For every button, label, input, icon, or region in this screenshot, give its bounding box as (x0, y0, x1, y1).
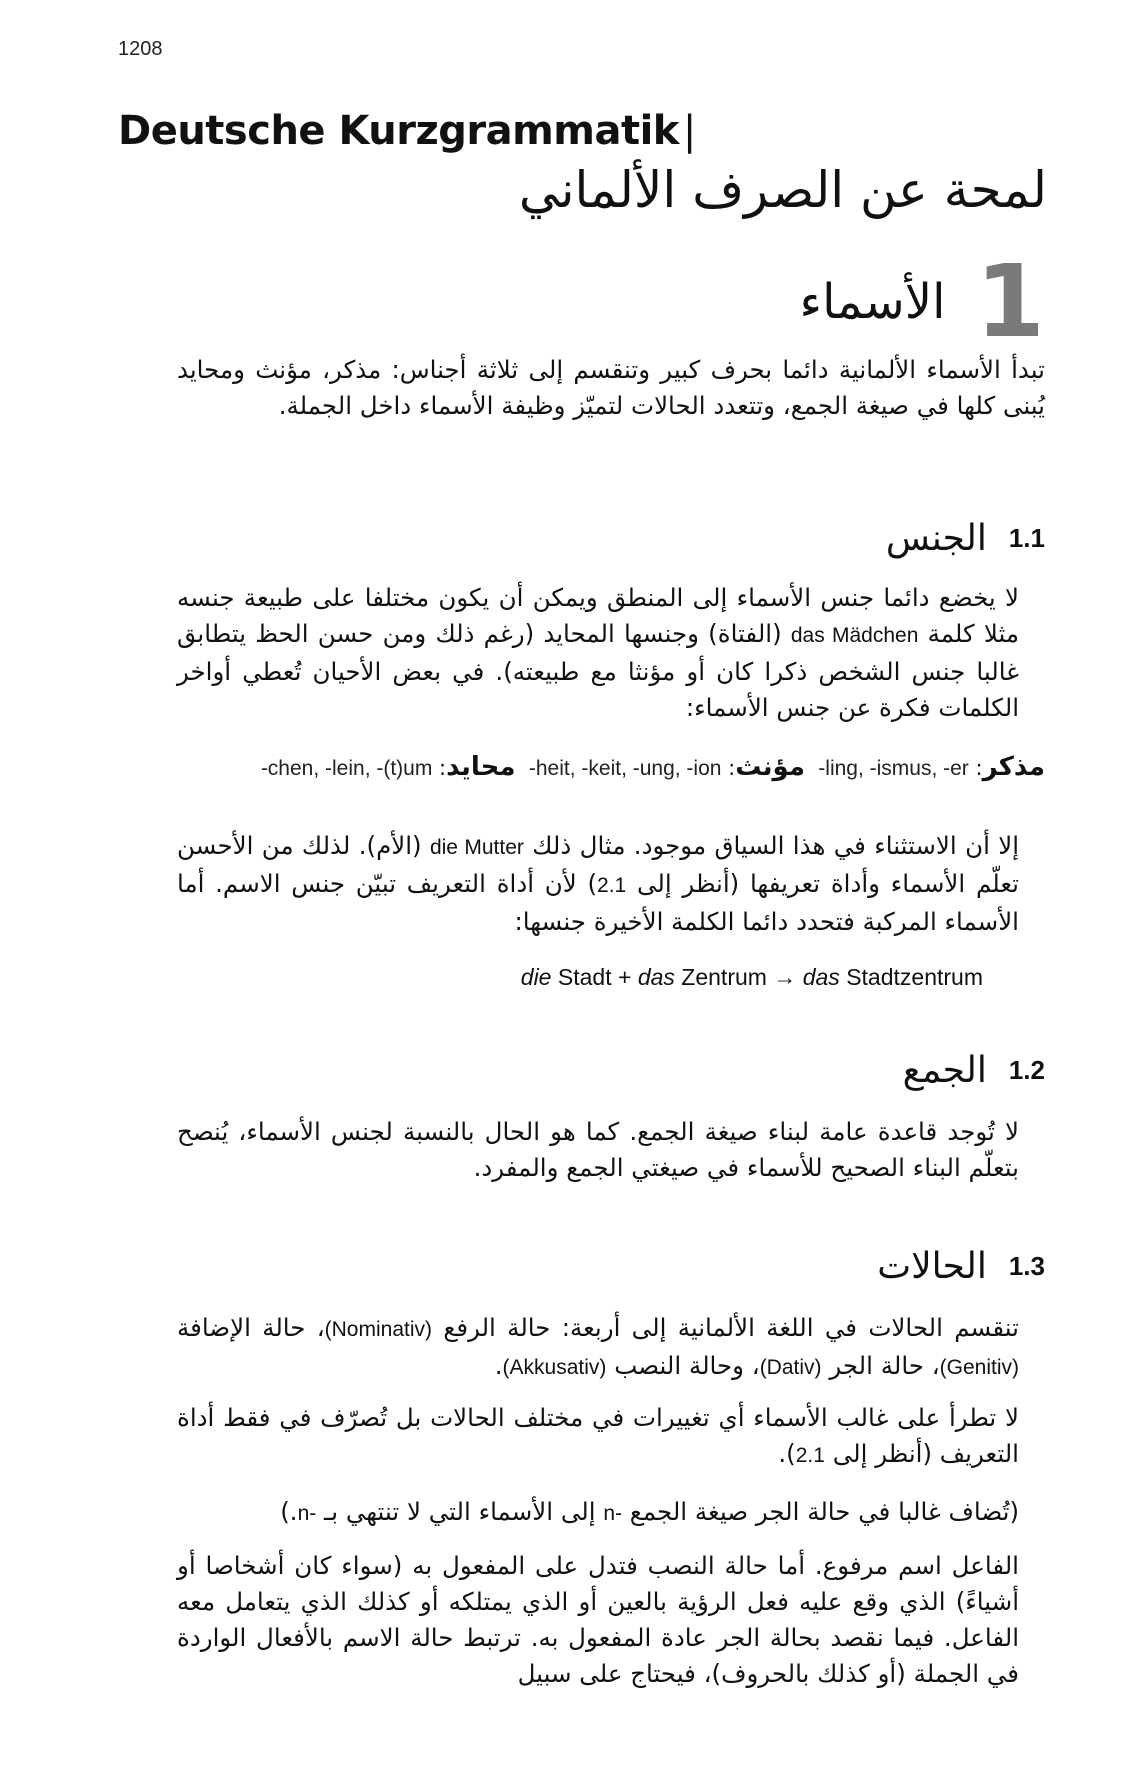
text: ، وحالة النصب (614, 1351, 760, 1380)
masculine-suffixes: -ling, -ismus, -er (818, 757, 969, 780)
article: das (637, 964, 675, 990)
text: إلا أن الاستثناء في هذا السياق موجود. مثال ذلك (532, 831, 1020, 860)
section-number: 1.1 (1008, 523, 1045, 553)
text: ، حالة الإضافة (177, 1313, 325, 1342)
text: . (494, 1351, 503, 1380)
section-title: الحالات (877, 1246, 987, 1287)
article: das (802, 964, 840, 990)
cases-paragraph-1 (177, 1310, 1019, 1386)
suffix-term: n- (297, 1502, 317, 1525)
example-word: das Mädchen (790, 624, 919, 647)
text: لا يخضع دائما جنس الأسماء إلى المنطق ويمكن أن يكون مختلفا على طبيعة جنسه مثلا كلمة (177, 583, 1020, 648)
noun: Zentrum (681, 964, 767, 990)
page-number: 1208 (118, 38, 163, 60)
cases-paragraph-4: الفاعل اسم مرفوع. أما حالة النصب فتدل على المفعول به (سواء كان أشخاصا أو أشياءً) الذي وقع عليه فعل الرؤية بالعين أو الذي يمتلكه أو كذلك الذي يتعامل معه الفاعل. فيما نقصد بحالة الجر عادة المفعول به. ترتبط حالة الاسم بالأفعال الواردة في الجملة (أو كذلك بالحروف)، فيحتاج على سبيل (177, 1551, 1019, 1688)
title-separator: | (682, 108, 696, 154)
text: ) لأن أداة التعريف تبيّن جنس الاسم. أما الأسماء المركبة فتحدد دائما الكلمة الأخيرة جنسها: (177, 869, 1019, 936)
arrow-icon: → (773, 964, 797, 990)
text: لا تطرأ على غالب الأسماء أي تغييرات في مختلف الحالات بل تُصرّف في فقط أداة التعريف (أنظر إلى (177, 1403, 1019, 1468)
exception-paragraph (177, 828, 1019, 940)
title-german (118, 108, 696, 154)
section-heading-1-1 (886, 518, 1045, 559)
section-title: الجنس (885, 518, 987, 559)
text: ). (778, 1439, 796, 1468)
cases-paragraph-2 (177, 1400, 1019, 1474)
neuter-suffixes: -chen, -lein, -(t)um (260, 757, 433, 780)
gender-paragraph (177, 580, 1019, 726)
section-number: 1.3 (1008, 1251, 1045, 1281)
text: (تُضاف غالبا في حالة الجر صيغة الجمع (629, 1497, 1019, 1526)
chapter-number: 1 (975, 243, 1045, 360)
case-term: (Dativ) (759, 1356, 822, 1379)
cross-reference: 2.1 (795, 1444, 825, 1467)
suffix-term: n- (603, 1502, 622, 1525)
section-heading-1-3 (877, 1246, 1045, 1287)
noun: Stadtzentrum (846, 964, 983, 990)
case-term: (Nominativ) (324, 1318, 432, 1341)
text: ، حالة الجر (829, 1351, 940, 1380)
title-german-text: Deutsche Kurzgrammatik (118, 108, 679, 154)
text: (الأم). لذلك من الأحسن تعلّم الأسماء وأداة تعريفها (أنظر إلى (177, 831, 1020, 898)
text: .) (280, 1497, 298, 1526)
text: إلى الأسماء التي لا تنتهي بـ (324, 1497, 596, 1526)
plus-sign: + (617, 964, 632, 990)
cross-reference: 2.1 (597, 874, 627, 897)
example-word: die Mutter (429, 836, 524, 859)
section-number: 1.2 (1008, 1055, 1045, 1085)
noun: Stadt (557, 964, 612, 990)
gender-suffixes: مذكر: -ling, -ismus, -er مؤنث: -heit, -keit, -ung, -ion محايد: -chen, -lein, -(t)um (260, 752, 1045, 782)
text: (الفتاة) وجنسها المحايد (رغم ذلك ومن حسن الحظ يتطابق غالبا جنس الشخص ذكرا كان أو مؤنثا مع طبيعته). في بعض الأحيان تُعطي أواخر الكلمات فكرة عن جنس الأسماء: (177, 619, 1019, 722)
article: die (520, 964, 552, 990)
cases-paragraph-3 (177, 1494, 1019, 1532)
feminine-suffixes: -heit, -keit, -ung, -ion (528, 757, 722, 780)
section-title: الجمع (902, 1050, 987, 1091)
compound-example (521, 964, 983, 991)
section-heading-1-2 (903, 1050, 1045, 1091)
plural-paragraph: لا تُوجد قاعدة عامة لبناء صيغة الجمع. كما هو الحال بالنسبة لجنس الأسماء، يُنصح بتعلّم البناء الصحيح للأسماء في صيغتي الجمع والمفرد. (177, 1117, 1019, 1182)
title-arabic: لمحة عن الصرف الألماني (518, 161, 1047, 219)
neuter-label: محايد (446, 752, 516, 782)
case-term: (Genitiv) (939, 1356, 1019, 1379)
chapter-title: الأسماء (799, 274, 946, 330)
masculine-label: مذكر (982, 752, 1045, 782)
intro-paragraph: تبدأ الأسماء الألمانية دائما بحرف كبير وتنقسم إلى ثلاثة أجناس: مذكر، مؤنث ومحايد يُبنى كلها في صيغة الجمع، وتتعدد الحالات لتميّز وظيفة الأسماء داخل الجملة. (177, 355, 1045, 420)
text: تنقسم الحالات في اللغة الألمانية إلى أربعة: حالة الرفع (443, 1313, 1019, 1342)
case-term: (Akkusativ) (502, 1356, 607, 1379)
feminine-label: مؤنث (735, 752, 805, 782)
chapter-heading (799, 243, 1045, 360)
